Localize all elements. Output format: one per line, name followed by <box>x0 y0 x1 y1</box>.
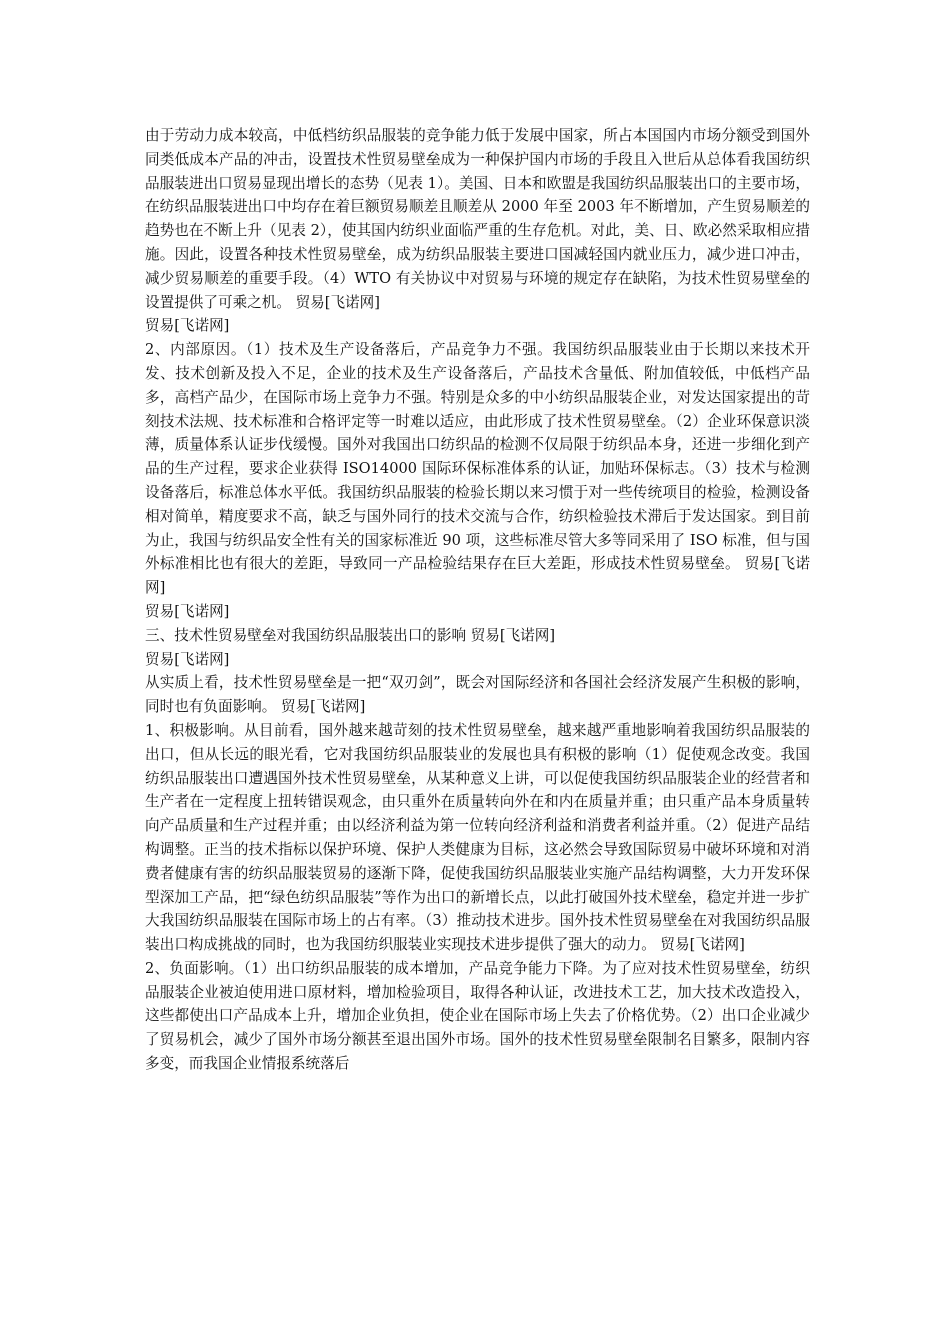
source-note: 贸易[飞诺网] <box>145 650 230 668</box>
paragraph-positive-impact: 1、积极影响。从目前看，国外越来越苛刻的技术性贸易壁垒，越来越严重地影响着我国纺织品服装的出口，但从长远的眼光看，它对我国纺织品服装业的发展也具有积极的影响（1）促使观念改变。我国纺织品服装出口遭遇国外技术性贸易壁垒，从某种意义上讲，可以促使我国纺织品服装企业的经营者和生产者在一定程度上扭转错误观念，由只重外在质量转向外在和内在质量并重；由只重产品本身质量转向产品质量和生产过程并重；由以经济利益为第一位转向经济利益和消费者利益并重。（2）促进产品结构调整。正当的技术指标以保护环境、保护人类健康为目标，这必然会导致国际贸易中破坏环境和对消费者健康有害的纺织品服装贸易的逐渐下降，促使我国纺织品服装业实施产品结构调整，大力开发环保型深加工产品，把“绿色纺织品服装”等作为出口的新增长点，以此打破国外技术壁垒，稳定并进一步扩大我国纺织品服装在国际市场上的占有率。（3）推动技术进步。国外技术性贸易壁垒在对我国纺织品服装出口构成挑战的同时，也为我国纺织服装业实现技术进步提供了强大的动力。 贸易[飞诺网] <box>145 721 810 954</box>
source-note: 贸易[飞诺网] <box>145 602 230 620</box>
paragraph-external-causes: 由于劳动力成本较高，中低档纺织品服装的竞争能力低于发展中国家，所占本国国内市场分额受到国外同类低成本产品的冲击，设置技术性贸易壁垒成为一种保护国内市场的手段且入世后从总体看我国纺织品服装进出口贸易显现出增长的态势（见表 1）。美国、日本和欧盟是我国纺织品服装出口的主要市场，在纺织品服装进出口中均存在着巨额贸易顺差且顺差从 2000 年至 2003 年不断增加，产生贸易顺差的趋势也在不断上升（见表 2），使其国内纺织业面临严重的生存危机。对此，美、日、欧必然采取相应措施。因此，设置各种技术性贸易壁垒，成为纺织品服装主要进口国减轻国内就业压力，减少进口冲击，减少贸易顺差的重要手段。（4）WTO 有关协议中对贸易与环境的规定存在缺陷，为技术性贸易壁垒的设置提供了可乘之机。 贸易[飞诺网] <box>145 127 810 311</box>
paragraph-internal-causes: 2、内部原因。（1）技术及生产设备落后，产品竞争力不强。我国纺织品服装业由于长期以来技术开发、技术创新及投入不足，企业的技术及生产设备落后，产品技术含量低、附加值较低，中低档产品多，高档产品少，在国际市场上竞争力不强。特别是众多的中小纺织品服装企业，对发达国家提出的苛刻技术法规、技术标准和合格评定等一时难以适应，由此形成了技术性贸易壁垒。（2）企业环保意识淡薄，质量体系认证步伐缓慢。国外对我国出口纺织品的检测不仅局限于纺织品本身，还进一步细化到产品的生产过程，要求企业获得 ISO14000 国际环保标准体系的认证，加贴环保标志。（3）技术与检测设备落后，标准总体水平低。我国纺织品服装的检验长期以来习惯于对一些传统项目的检验，检测设备相对简单，精度要求不高，缺乏与国外同行的技术交流与合作，纺织检验技术滞后于发达国家。到目前为止，我国与纺织品安全性有关的国家标准近 90 项，这些标准尽管大多等同采用了 ISO 标准，但与国外标准相比也有很大的差距，导致同一产品检验结果存在巨大差距，形成技术性贸易壁垒。 贸易[飞诺网] <box>145 341 810 597</box>
paragraph-negative-impact: 2、负面影响。（1）出口纺织品服装的成本增加，产品竞争能力下降。为了应对技术性贸易壁垒，纺织品服装企业被迫使用进口原材料，增加检验项目，取得各种认证，改进技术工艺，加大技术改造投入，这些都使出口产品成本上升，增加企业负担，使企业在国际市场上失去了价格优势。（2）出口企业减少了贸易机会，减少了国外市场分额甚至退出国外市场。国外的技术性贸易壁垒限制名目繁多，限制内容多变，而我国企业情报系统落后 <box>145 959 810 1073</box>
section-heading: 三、技术性贸易壁垒对我国纺织品服装出口的影响 贸易[飞诺网] <box>145 626 556 644</box>
paragraph-double-edged-sword: 从实质上看，技术性贸易壁垒是一把“双刃剑”，既会对国际经济和各国社会经济发展产生积极的影响，同时也有负面影响。 贸易[飞诺网] <box>145 674 810 716</box>
source-note: 贸易[飞诺网] <box>145 317 230 335</box>
document-body <box>145 124 810 1076</box>
